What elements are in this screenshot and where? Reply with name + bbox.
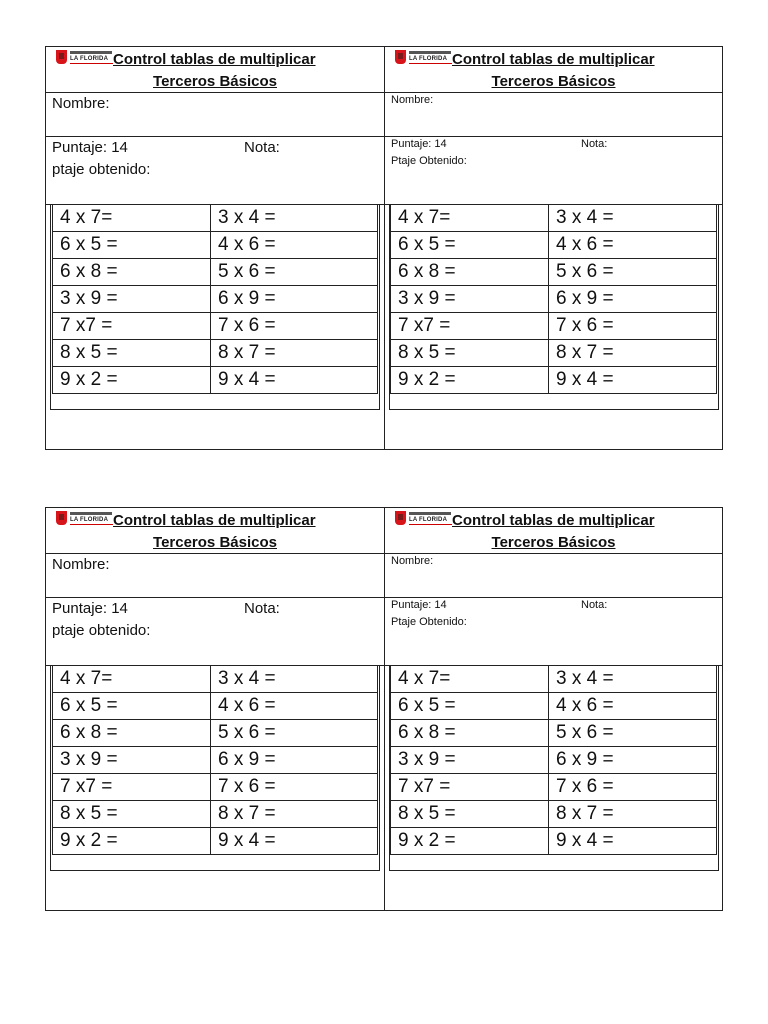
problem-row — [391, 693, 717, 720]
problem-cell[interactable]: 8 x 7 = — [549, 340, 717, 367]
problem-cell[interactable]: 6 x 5 = — [391, 693, 549, 720]
problems-table — [390, 204, 717, 394]
score-section — [46, 597, 384, 666]
problem-cell[interactable]: 3 x 9 = — [391, 747, 549, 774]
problem-cell[interactable]: 7 x7 = — [391, 774, 549, 801]
problem-cell[interactable]: 3 x 4 = — [211, 205, 378, 232]
problem-cell[interactable]: 5 x 6 = — [549, 259, 717, 286]
problem-cell[interactable]: 4 x 7= — [391, 205, 549, 232]
problem-cell[interactable]: 6 x 9 = — [549, 747, 717, 774]
problem-cell[interactable]: 9 x 2 = — [391, 367, 549, 394]
problem-row — [53, 313, 378, 340]
name-field[interactable] — [46, 553, 384, 598]
name-field[interactable] — [385, 92, 722, 137]
name-label: Nombre: — [52, 556, 110, 573]
problem-cell[interactable]: 8 x 7 = — [549, 801, 717, 828]
card-header — [46, 508, 384, 554]
problem-row — [391, 259, 717, 286]
problem-cell[interactable]: 3 x 9 = — [53, 747, 211, 774]
problem-row — [53, 666, 378, 693]
problem-cell[interactable]: 4 x 7= — [53, 666, 211, 693]
problem-cell[interactable]: 8 x 5 = — [391, 801, 549, 828]
problem-cell[interactable]: 8 x 5 = — [53, 801, 211, 828]
card-header — [385, 508, 722, 554]
problem-row — [53, 828, 378, 855]
problem-cell[interactable]: 9 x 4 = — [211, 367, 378, 394]
card-title: Control tablas de multiplicar — [452, 51, 655, 68]
problem-row — [53, 340, 378, 367]
obtained-score-label[interactable]: Ptaje Obtenido: — [391, 616, 467, 628]
problem-row — [391, 720, 717, 747]
problems-table — [52, 204, 378, 394]
card-header — [46, 47, 384, 93]
worksheet-sheet-bottom — [45, 507, 723, 911]
problem-row — [391, 313, 717, 340]
score-label: Puntaje: 14 — [52, 600, 128, 617]
problem-cell[interactable]: 6 x 9 = — [211, 286, 378, 313]
score-label: Puntaje: 14 — [391, 599, 447, 611]
card-header — [385, 47, 722, 93]
problem-cell[interactable]: 7 x 6 = — [549, 313, 717, 340]
logo-text: LA FLORIDA — [70, 517, 109, 523]
problem-cell[interactable]: 8 x 5 = — [53, 340, 211, 367]
problems-table — [390, 665, 717, 855]
problem-cell[interactable]: 5 x 6 = — [211, 259, 378, 286]
obtained-score-label[interactable]: Ptaje Obtenido: — [391, 155, 467, 167]
problem-row — [53, 693, 378, 720]
problem-cell[interactable]: 6 x 5 = — [53, 232, 211, 259]
logo-text: LA FLORIDA — [409, 517, 448, 523]
obtained-score-label[interactable]: ptaje obtenido: — [52, 622, 151, 639]
problem-row — [391, 232, 717, 259]
name-field[interactable] — [46, 92, 384, 137]
name-field[interactable] — [385, 553, 722, 598]
card-subtitle: Terceros Básicos — [153, 534, 277, 551]
logo-text: LA FLORIDA — [409, 56, 448, 62]
problem-cell[interactable]: 4 x 7= — [391, 666, 549, 693]
obtained-score-label[interactable]: ptaje obtenido: — [52, 161, 151, 178]
problem-cell[interactable]: 3 x 9 = — [391, 286, 549, 313]
card-title: Control tablas de multiplicar — [113, 512, 316, 529]
problem-cell[interactable]: 8 x 7 = — [211, 801, 378, 828]
problem-cell[interactable]: 6 x 5 = — [53, 693, 211, 720]
score-section — [46, 136, 384, 205]
problems-table — [52, 665, 378, 855]
problem-cell[interactable]: 6 x 8 = — [53, 720, 211, 747]
problem-row — [391, 666, 717, 693]
quiz-card-left — [46, 508, 385, 910]
logo-text: LA FLORIDA — [70, 56, 109, 62]
problem-cell[interactable]: 7 x 6 = — [549, 774, 717, 801]
problem-cell[interactable]: 8 x 7 = — [211, 340, 378, 367]
card-subtitle: Terceros Básicos — [491, 73, 616, 90]
problem-cell[interactable]: 7 x7 = — [53, 313, 211, 340]
problem-row — [53, 367, 378, 394]
problem-cell[interactable]: 3 x 4 = — [211, 666, 378, 693]
problem-cell[interactable]: 9 x 4 = — [549, 367, 717, 394]
problem-row — [391, 340, 717, 367]
problem-cell[interactable]: 7 x7 = — [391, 313, 549, 340]
problem-cell[interactable]: 7 x7 = — [53, 774, 211, 801]
grade-label[interactable]: Nota: — [244, 139, 280, 156]
card-subtitle: Terceros Básicos — [491, 534, 616, 551]
problem-row — [391, 828, 717, 855]
grade-label[interactable]: Nota: — [581, 599, 608, 611]
name-label: Nombre: — [391, 555, 434, 567]
problem-cell[interactable]: 6 x 8 = — [391, 259, 549, 286]
problem-row — [391, 747, 717, 774]
quiz-card-right — [385, 508, 722, 910]
problem-cell[interactable]: 9 x 2 = — [53, 828, 211, 855]
problem-cell[interactable]: 9 x 4 = — [549, 828, 717, 855]
problem-row — [53, 286, 378, 313]
worksheet-sheet-top — [45, 46, 723, 450]
score-section — [385, 136, 722, 205]
problem-cell[interactable]: 6 x 9 = — [211, 747, 378, 774]
school-logo-icon — [395, 511, 452, 525]
name-label: Nombre: — [52, 95, 110, 112]
problem-cell[interactable]: 6 x 8 = — [53, 259, 211, 286]
problem-row — [53, 720, 378, 747]
problem-cell[interactable]: 3 x 4 = — [549, 666, 717, 693]
problem-cell[interactable]: 3 x 4 = — [549, 205, 717, 232]
problem-cell[interactable]: 7 x 6 = — [211, 313, 378, 340]
grade-label[interactable]: Nota: — [581, 138, 608, 150]
problem-cell[interactable]: 9 x 4 = — [211, 828, 378, 855]
problem-row — [391, 774, 717, 801]
problem-cell[interactable]: 4 x 6 = — [549, 232, 717, 259]
problem-cell[interactable]: 7 x 6 = — [211, 774, 378, 801]
problem-cell[interactable]: 4 x 6 = — [211, 232, 378, 259]
problem-row — [53, 259, 378, 286]
problem-row — [53, 205, 378, 232]
score-label: Puntaje: 14 — [391, 138, 447, 150]
score-section — [385, 597, 722, 666]
grade-label[interactable]: Nota: — [244, 600, 280, 617]
problem-row — [53, 774, 378, 801]
card-title: Control tablas de multiplicar — [113, 51, 316, 68]
problem-cell[interactable]: 4 x 7= — [53, 205, 211, 232]
problem-row — [391, 367, 717, 394]
problem-cell[interactable]: 6 x 9 = — [549, 286, 717, 313]
problem-row — [391, 286, 717, 313]
problem-row — [391, 205, 717, 232]
problem-cell[interactable]: 9 x 2 = — [391, 828, 549, 855]
problem-cell[interactable]: 6 x 8 = — [391, 720, 549, 747]
name-label: Nombre: — [391, 94, 434, 106]
score-label: Puntaje: 14 — [52, 139, 128, 156]
problem-row — [53, 801, 378, 828]
quiz-card-left — [46, 47, 385, 449]
problem-cell[interactable]: 4 x 6 = — [211, 693, 378, 720]
card-subtitle: Terceros Básicos — [153, 73, 277, 90]
card-title: Control tablas de multiplicar — [452, 512, 655, 529]
problem-cell[interactable]: 5 x 6 = — [549, 720, 717, 747]
problem-row — [391, 801, 717, 828]
problem-cell[interactable]: 6 x 5 = — [391, 232, 549, 259]
problem-cell[interactable]: 8 x 5 = — [391, 340, 549, 367]
problem-cell[interactable]: 3 x 9 = — [53, 286, 211, 313]
quiz-card-right — [385, 47, 722, 449]
school-logo-icon — [56, 511, 113, 525]
school-logo-icon — [56, 50, 113, 64]
problem-row — [53, 747, 378, 774]
problem-cell[interactable]: 5 x 6 = — [211, 720, 378, 747]
problem-cell[interactable]: 9 x 2 = — [53, 367, 211, 394]
problem-row — [53, 232, 378, 259]
problem-cell[interactable]: 4 x 6 = — [549, 693, 717, 720]
school-logo-icon — [395, 50, 452, 64]
